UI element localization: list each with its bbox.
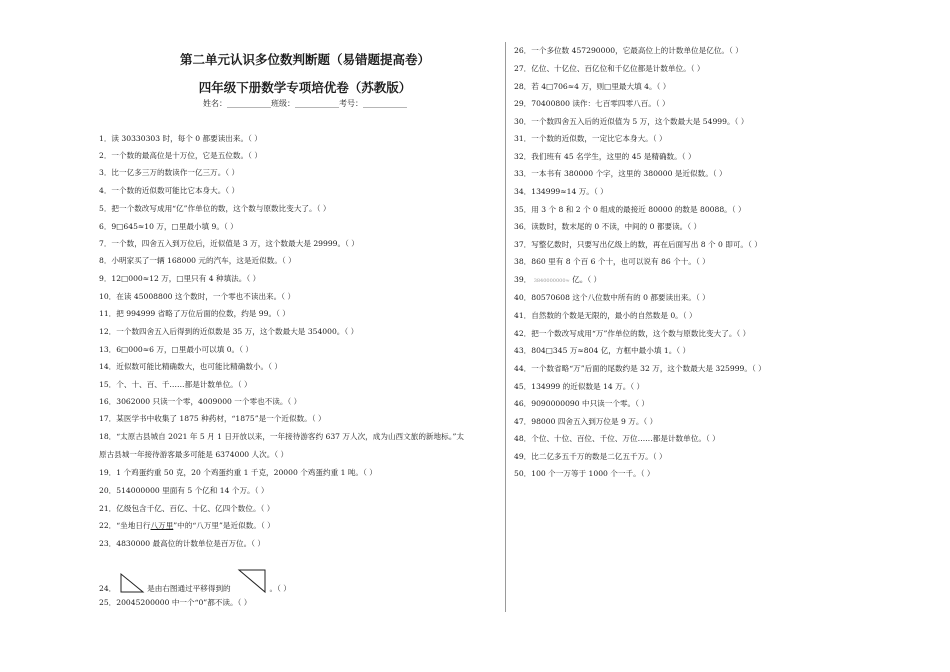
- question-item: 10．在读 45008800 这个数时，一个零也不读出来。（ ）: [99, 292, 296, 301]
- question-item: 17．某医学书中收集了 1875 种药材，“1875”是一个近似数。（ ）: [99, 414, 326, 423]
- question-item: 27．亿位、十亿位、百亿位和千亿位都是计数单位。（ ）: [514, 64, 705, 73]
- student-info-line: 姓名：___________班级：___________考号：___________: [203, 99, 407, 108]
- question-item: 40．80570608 这个八位数中所有的 0 都要读出来。（ ）: [514, 293, 710, 302]
- column-divider: [505, 42, 506, 612]
- question-item: 30．一个数四舍五入后的近似值为 5 万，这个数最大是 54999。（ ）: [514, 117, 749, 126]
- question-item: 14．近似数可能比精确数大，也可能比精确数小。（ ）: [99, 362, 282, 371]
- question-item: 45．134999 的近似数是 14 万。（ ）: [514, 382, 645, 391]
- question-item: 36．读数时，数末尾的 0 不读，中间的 0 都要读。（ ）: [514, 222, 702, 231]
- page-title: 第二单元认识多位数判断题（易错题提高卷）: [179, 52, 430, 67]
- question-item: 2．一个数的最高位是十万位，它是五位数。（ ）: [99, 151, 262, 160]
- question-item: 35．用 3 个 8 和 2 个 0 组成的最接近 80000 的数是 80088。（ ）: [514, 205, 746, 214]
- question-item: 42．把一个数改写成用“万”作单位的数，这个数与原数比变大了。（ ）: [514, 329, 751, 338]
- question-item: 26．一个多位数 457290000，它最高位上的计数单位是亿位。（ ）: [514, 46, 743, 55]
- page-subtitle: 四年级下册数学专项培优卷（苏教版）: [198, 80, 412, 95]
- question-item: 6．9□645≈10 万，□里最小填 9。（ ）: [99, 222, 238, 231]
- faint-expression: 3840000000≈: [533, 278, 570, 284]
- underlined-phrase: 八万里: [150, 521, 174, 530]
- question-item: 20．514000000 里面有 5 个亿和 14 个万。（ ）: [99, 486, 269, 495]
- question-item: 12．一个数四舍五入后得到的近似数是 35 万，这个数最大是 354000。（ ）: [99, 327, 359, 336]
- question-item: 15．个、十、百、千……都是计数单位。（ ）: [99, 380, 252, 389]
- question-text: 。（ ）: [269, 584, 291, 593]
- question-item: 46．9090000090 中只读一个零。（ ）: [514, 399, 649, 408]
- question-item-continued: 原古县城一年接待游客最多可能是 6374000 人次。（ ）: [99, 450, 289, 459]
- question-item: 7．一个数，四舍五入到万位后，近似值是 3 万，这个数最大是 29999。（ ）: [99, 239, 359, 248]
- left-question-column: [99, 0, 499, 672]
- question-item: 23．4830000 最高位的计数单位是百万位。（ ）: [99, 539, 266, 548]
- question-item: 21．亿级包含千亿、百亿、十亿、亿四个数位。（ ）: [99, 504, 275, 513]
- question-item: 1．读 30330303 时，每个 0 都要读出来。（ ）: [99, 134, 262, 143]
- question-item-24: [99, 568, 291, 594]
- triangle-right-figure: [233, 568, 267, 594]
- question-item: 34．134999≈14 万。（ ）: [514, 187, 608, 196]
- question-item: 19．1 个鸡蛋约重 50 克，20 个鸡蛋约重 1 千克，20000 个鸡蛋约重 1 吨。（ ）: [99, 468, 377, 477]
- question-item: 44．一个数省略“万”后面的尾数约是 32 万，这个数最大是 325999。（ ）: [514, 364, 766, 373]
- question-item: [514, 275, 601, 286]
- question-item: 28．若 4□706≈4 万，则□里最大填 4。（ ）: [514, 82, 671, 91]
- question-item: 3．比一亿多三万的数读作一亿三万。（ ）: [99, 168, 240, 177]
- question-item: 18．“太原古县城自 2021 年 5 月 1 日开放以来，一年接待游客约 637 万人次，成为山西文旅的新地标。”太: [99, 432, 464, 441]
- question-item: 11．把 994999 省略了万位后面的位数，约是 99。（ ）: [99, 309, 290, 318]
- question-item: 49．比二亿多五千万的数是二亿五千万。（ ）: [514, 452, 667, 461]
- question-item: 9．12□000≈12 万，□里只有 4 种填法。（ ）: [99, 274, 261, 283]
- question-item: 13．6□000≈6 万，□里最小可以填 0。（ ）: [99, 345, 253, 354]
- question-item: 37．写整亿数时，只要写出亿级上的数，再在后面写出 8 个 0 即可。（ ）: [514, 240, 762, 249]
- question-item: 47．98000 四舍五入到万位是 9 万。（ ）: [514, 417, 658, 426]
- question-text: ”中的“八万里”是近似数。（ ）: [173, 521, 275, 530]
- question-item: 4．一个数的近似数可能比它本身大。（ ）: [99, 186, 240, 195]
- question-item: 16．3062000 只读一个零，4009000 一个零也不读。（ ）: [99, 397, 302, 406]
- question-item: 41．自然数的个数是无限的，最小的自然数是 0。（ ）: [514, 311, 697, 320]
- right-question-column: [514, 0, 934, 672]
- question-text: 22．“坐地日行: [99, 521, 151, 530]
- question-item: 48．个位、十位、百位、千位、万位……都是计数单位。（ ）: [514, 434, 720, 443]
- question-item: 5．把一个数改写成用“亿”作单位的数，这个数与原数比变大了。（ ）: [99, 204, 331, 213]
- question-item: 38．860 里有 8 个百 6 个十，也可以说有 86 个十。（ ）: [514, 257, 710, 266]
- question-item: 29．70400800 读作：七百零四零八百。（ ）: [514, 99, 670, 108]
- question-number: 24．: [99, 584, 117, 593]
- question-item: 31．一个数的近似数，一定比它本身大。（ ）: [514, 134, 667, 143]
- question-item: 50．100 个一万等于 1000 个一千。（ ）: [514, 469, 655, 478]
- question-item: [99, 521, 275, 531]
- question-text: 是由右图通过平移得到的: [147, 584, 231, 593]
- question-item: 33．一本书有 380000 个字，这里的 380000 是近似数。（ ）: [514, 169, 727, 178]
- triangle-left-figure: [119, 572, 145, 594]
- question-text: 亿。（ ）: [572, 275, 602, 284]
- question-item: 25．20045200000 中一个“0”都不读。（ ）: [99, 598, 252, 607]
- question-item: 43．804□345 万≈804 亿，方框中最小填 1。（ ）: [514, 346, 691, 355]
- question-item: 8．小明家买了一辆 168000 元的汽车，这是近似数。（ ）: [99, 256, 296, 265]
- question-number: 39．: [514, 275, 532, 284]
- question-item: 32．我们班有 45 名学生，这里的 45 是精确数。（ ）: [514, 152, 696, 161]
